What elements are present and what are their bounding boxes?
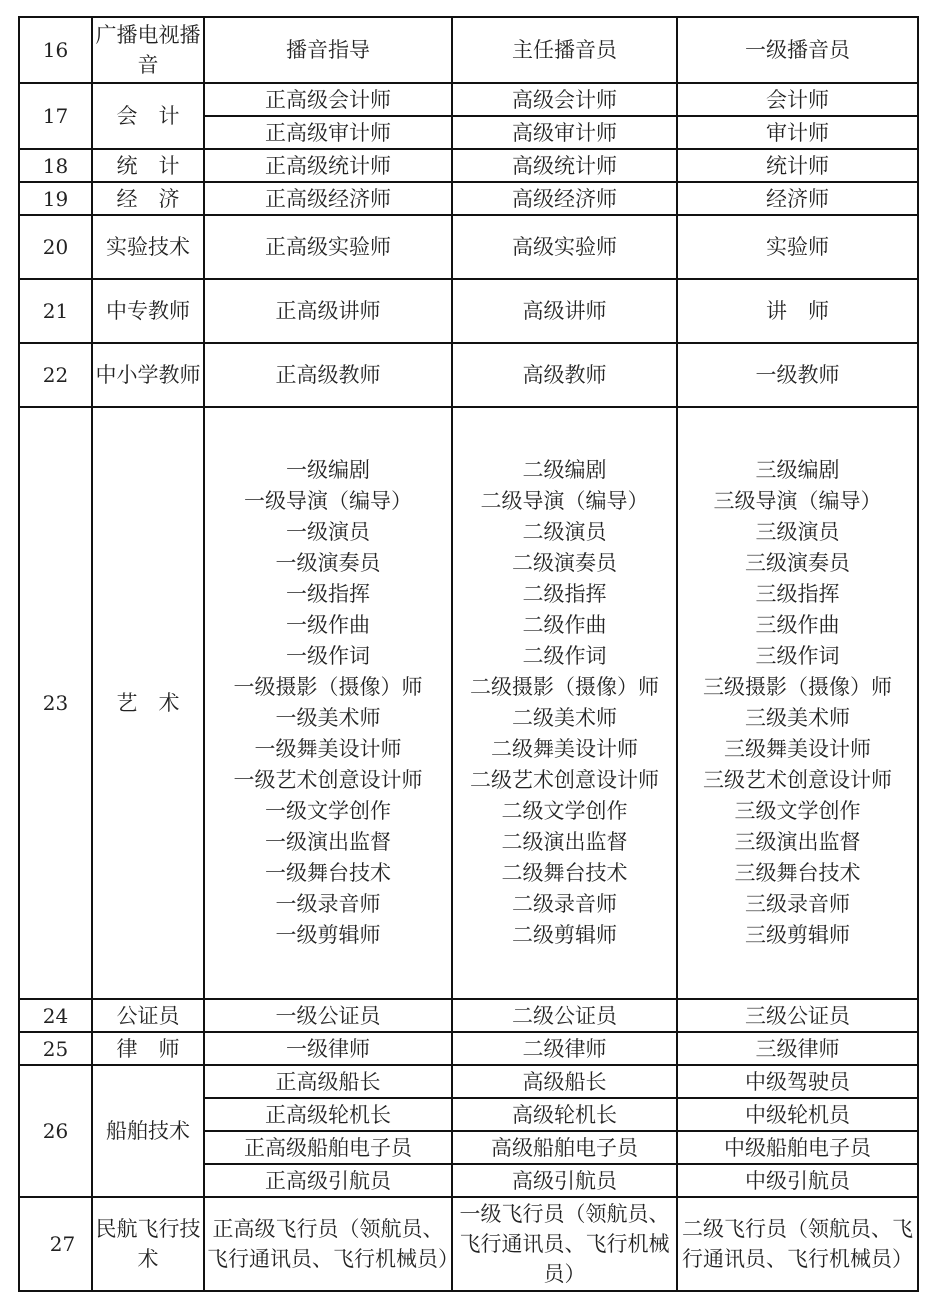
list-item: 二级舞台技术 <box>501 861 628 885</box>
deputy-senior-title-cell: 高级引航员 <box>452 1164 677 1197</box>
senior-title-cell: 一级律师 <box>204 1032 452 1065</box>
list-item: 二级美术师 <box>512 706 617 730</box>
list-item: 二级编剧 <box>522 458 607 482</box>
category-cell: 律 师 <box>92 1032 204 1065</box>
table-row <box>19 1197 918 1291</box>
list-item: 二级作曲 <box>522 613 607 637</box>
list-item: 二级舞美设计师 <box>491 737 638 761</box>
list-item: 一级指挥 <box>286 582 370 606</box>
table-row <box>19 407 918 999</box>
senior-title-cell: 正高级船舶电子员 <box>204 1131 452 1164</box>
senior-title-cell: 正高级经济师 <box>204 182 452 215</box>
list-item: 三级艺术创意设计师 <box>703 768 892 792</box>
senior-title-cell: 正高级教师 <box>204 343 452 407</box>
category-cell: 船舶技术 <box>92 1065 204 1197</box>
list-item: 一级美术师 <box>275 706 381 730</box>
list-item: 一级演奏员 <box>275 551 381 575</box>
category-cell: 公证员 <box>92 999 204 1032</box>
row-number: 19 <box>19 182 92 215</box>
list-item: 一级舞台技术 <box>265 861 391 885</box>
list-item: 二级指挥 <box>522 582 607 606</box>
list-item: 二级作词 <box>522 644 607 668</box>
mid-title-cell: 二级飞行员（领航员、飞行通讯员、飞行机械员） <box>677 1197 918 1291</box>
row-number: 22 <box>19 343 92 407</box>
senior-title-cell: 正高级讲师 <box>204 279 452 343</box>
list-item: 三级摄影（摄像）师 <box>703 675 892 699</box>
senior-title-cell: 正高级统计师 <box>204 149 452 182</box>
list-item: 三级编剧 <box>755 458 840 482</box>
deputy-senior-title-cell: 高级船舶电子员 <box>452 1131 677 1164</box>
list-item: 二级演员 <box>522 520 607 544</box>
table-row <box>19 999 918 1032</box>
list-item: 二级演出监督 <box>501 830 628 854</box>
mid-title-cell: 统计师 <box>677 149 918 182</box>
category-cell: 经 济 <box>92 182 204 215</box>
category-cell: 广播电视播音 <box>92 17 204 83</box>
deputy-senior-title-cell: 高级统计师 <box>452 149 677 182</box>
table-row <box>19 83 918 116</box>
mid-title-cell: 实验师 <box>677 215 918 279</box>
senior-title-cell: 正高级飞行员（领航员、飞行通讯员、飞行机械员） <box>204 1197 452 1291</box>
list-item: 一级剪辑师 <box>275 923 381 947</box>
list-item: 三级演奏员 <box>745 551 850 575</box>
mid-title-cell: 中级轮机员 <box>677 1098 918 1131</box>
deputy-senior-title-cell: 高级实验师 <box>452 215 677 279</box>
mid-title-cell: 三级公证员 <box>677 999 918 1032</box>
deputy-senior-title-cell: 二级律师 <box>452 1032 677 1065</box>
deputy-senior-title-cell: 主任播音员 <box>452 17 677 83</box>
mid-title-cell: 中级船舶电子员 <box>677 1131 918 1164</box>
list-item: 三级指挥 <box>755 582 840 606</box>
table-row <box>19 149 918 182</box>
senior-title-cell: 正高级审计师 <box>204 116 452 149</box>
senior-title-cell: 正高级船长 <box>204 1065 452 1098</box>
table-row <box>19 182 918 215</box>
list-item: 一级录音师 <box>275 892 381 916</box>
list-item: 二级导演（编导） <box>480 489 649 513</box>
senior-title-list <box>204 407 452 999</box>
list-item: 一级文学创作 <box>265 799 391 823</box>
deputy-senior-title-cell: 一级飞行员（领航员、飞行通讯员、飞行机械员） <box>452 1197 677 1291</box>
deputy-senior-title-cell: 高级会计师 <box>452 83 677 116</box>
senior-title-cell: 正高级会计师 <box>204 83 452 116</box>
category-cell: 中小学教师 <box>92 343 204 407</box>
list-item: 三级美术师 <box>745 706 850 730</box>
list-item: 二级录音师 <box>512 892 617 916</box>
row-number: 23 <box>19 407 92 999</box>
list-item: 三级剪辑师 <box>745 923 850 947</box>
row-number: 20 <box>19 215 92 279</box>
category-cell: 实验技术 <box>92 215 204 279</box>
list-item: 二级摄影（摄像）师 <box>470 675 659 699</box>
list-item: 三级演出监督 <box>734 830 861 854</box>
deputy-senior-title-cell: 高级经济师 <box>452 182 677 215</box>
list-item: 三级舞美设计师 <box>724 737 871 761</box>
list-item: 二级艺术创意设计师 <box>470 768 659 792</box>
list-item: 三级演员 <box>755 520 840 544</box>
row-number: 17 <box>19 83 92 149</box>
list-item: 一级艺术创意设计师 <box>233 768 423 792</box>
list-item: 一级编剧 <box>286 458 370 482</box>
list-item: 一级演员 <box>286 520 370 544</box>
senior-title-cell: 一级公证员 <box>204 999 452 1032</box>
mid-title-cell: 中级驾驶员 <box>677 1065 918 1098</box>
deputy-senior-title-cell: 高级轮机长 <box>452 1098 677 1131</box>
list-item: 一级摄影（摄像）师 <box>233 675 423 699</box>
deputy-senior-title-list <box>452 407 677 999</box>
row-number: 16 <box>19 17 92 83</box>
senior-title-cell: 正高级实验师 <box>204 215 452 279</box>
list-item: 二级文学创作 <box>501 799 628 823</box>
row-number: 26 <box>19 1065 92 1197</box>
category-cell: 会 计 <box>92 83 204 149</box>
table-row <box>19 215 918 279</box>
table-row <box>19 1032 918 1065</box>
senior-title-cell: 播音指导 <box>204 17 452 83</box>
list-item: 一级导演（编导） <box>244 489 412 513</box>
mid-title-cell: 经济师 <box>677 182 918 215</box>
list-item: 三级导演（编导） <box>713 489 882 513</box>
list-item: 三级文学创作 <box>734 799 861 823</box>
mid-title-cell: 会计师 <box>677 83 918 116</box>
row-number: 25 <box>19 1032 92 1065</box>
mid-title-cell: 一级播音员 <box>677 17 918 83</box>
row-number: 27 <box>19 1197 92 1291</box>
deputy-senior-title-cell: 高级讲师 <box>452 279 677 343</box>
list-item: 一级舞美设计师 <box>254 737 402 761</box>
senior-title-cell: 正高级引航员 <box>204 1164 452 1197</box>
list-item: 一级作词 <box>286 644 370 668</box>
table-row <box>19 17 918 83</box>
category-cell: 统 计 <box>92 149 204 182</box>
list-item: 二级剪辑师 <box>512 923 617 947</box>
title-table <box>18 16 919 1292</box>
mid-title-cell: 讲 师 <box>677 279 918 343</box>
deputy-senior-title-cell: 高级船长 <box>452 1065 677 1098</box>
list-item: 三级舞台技术 <box>734 861 861 885</box>
mid-title-cell: 三级律师 <box>677 1032 918 1065</box>
deputy-senior-title-cell: 高级审计师 <box>452 116 677 149</box>
table-row <box>19 343 918 407</box>
mid-title-cell: 审计师 <box>677 116 918 149</box>
category-cell: 民航飞行技术 <box>92 1197 204 1291</box>
deputy-senior-title-cell: 二级公证员 <box>452 999 677 1032</box>
row-number: 21 <box>19 279 92 343</box>
list-item: 二级演奏员 <box>512 551 617 575</box>
mid-title-cell: 中级引航员 <box>677 1164 918 1197</box>
deputy-senior-title-cell: 高级教师 <box>452 343 677 407</box>
row-number: 18 <box>19 149 92 182</box>
list-item: 三级作词 <box>755 644 840 668</box>
mid-title-list <box>677 407 918 999</box>
list-item: 三级作曲 <box>755 613 840 637</box>
list-item: 一级演出监督 <box>265 830 391 854</box>
list-item: 三级录音师 <box>745 892 850 916</box>
table-row <box>19 1065 918 1098</box>
category-cell: 艺 术 <box>92 407 204 999</box>
table-row <box>19 279 918 343</box>
row-number: 24 <box>19 999 92 1032</box>
mid-title-cell: 一级教师 <box>677 343 918 407</box>
category-cell: 中专教师 <box>92 279 204 343</box>
list-item: 一级作曲 <box>286 613 370 637</box>
senior-title-cell: 正高级轮机长 <box>204 1098 452 1131</box>
